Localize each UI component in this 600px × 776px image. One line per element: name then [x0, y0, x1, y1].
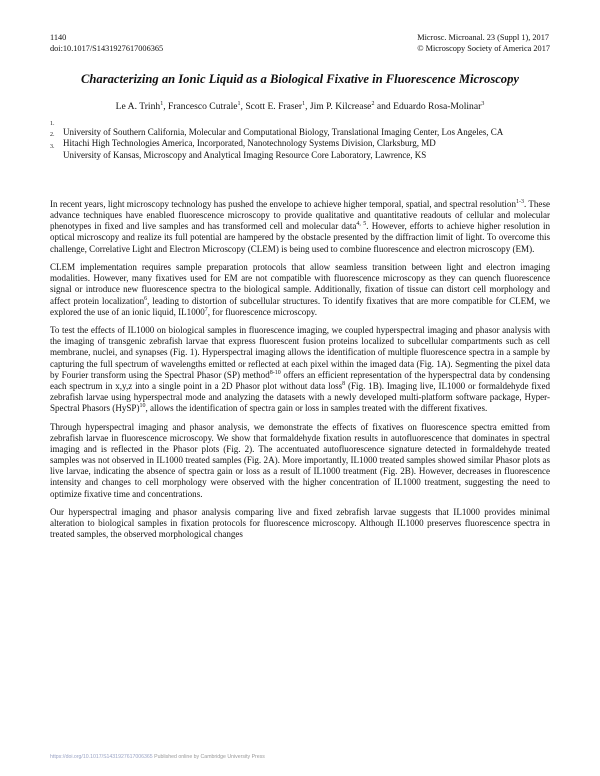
affiliation: 1. University of Southern California, Molecular and Computational Biology, Translational Imaging Center, Los Angeles, CA — [50, 121, 504, 137]
affiliation-list — [50, 121, 550, 161]
header-right — [417, 32, 550, 54]
paragraph-3: To test the effects of IL1000 on biological samples in fluorescence imaging, we coupled hyperspectral imaging and phasor analysis with the imaging of transgenic zebrafish larvae that express fluorescent fusion proteins localized to subcellular compartments such as cell membrane, nuclei, and synapses (Fig. 1). Hyperspectral imaging allows the identification of multiple fluorescence spectra in a sample by capturing the full spectrum of wavelengths emitted or reflected at each pixel within the imaged data (Fig. 1A). Segmenting the pixel data by Fourier transform using the Spectral Phasor (SP) method$^{8-10}$ offers an efficient representation of the hyperspectral data by condensing each spectrum in x,y,z into a single point in a 2D Phasor plot without data loss$^8$ (Fig. 1B). Imaging live, IL1000 or formaldehyde fixed zebrafish larvae using hyperspectral mode and analyzing the datasets with a newly developed multi-platform software package, Hyper-Spectral Phasors (HySP)$^{10}$, allows the identification of spectra gain or loss in samples treated with the different fixatives. — [50, 325, 550, 414]
page-number: 1140 — [50, 33, 67, 42]
paper-title: Characterizing an Ionic Liquid as a Biological Fixative in Fluorescence Microscopy — [81, 72, 519, 86]
journal-citation: Microsc. Microanal. 23 (Suppl 1), 2017 — [417, 33, 549, 42]
paragraph-5: Our hyperspectral imaging and phasor analysis comparing live and fixed zebrafish larvae suggests that IL1000 provides minimal alteration to biological samples in fixation protocols for fluorescence microscopy. Although IL1000 preserves fluorescence spectra in treated samples, the observed morphological changes — [50, 507, 550, 540]
author: Jim P. Kilcrease — [309, 101, 372, 112]
author: Eduardo Rosa-Molinar — [393, 101, 482, 112]
affiliation: 2. Hitachi High Technologies America, Incorporated, Nanotechnology Systems Division, Clarksburg, MD — [50, 132, 436, 149]
author: Francesco Cutrale — [168, 101, 238, 112]
paragraph-2: CLEM implementation requires sample preparation protocols that allow seamless transition between light and electron imaging modalities. However, many fixatives used for EM are not compatible with fluorescence microscopy as they can quench fluorescence signal or introduce new fluorescence spectra to the biological sample. Additionally, fixation of tissue can distort cell morphology and affect protein localization$^6$, leading to distortion of subcellular structures. To identify fixatives that are more compatible for CLEM, we explored the use of an ionic liquid, IL1000$^7$, for fluorescence microscopy. — [50, 262, 550, 317]
affiliation: 3. University of Kansas, Microscopy and Analytical Imaging Resource Core Laboratory, Lawrence, KS — [50, 143, 427, 160]
header-left — [50, 32, 163, 54]
author: Scott E. Fraser — [245, 101, 303, 112]
footer-text: Published online by Cambridge University Press — [152, 754, 265, 760]
page-footer — [50, 754, 265, 760]
doi: doi:10.1017/S1431927617006365 — [50, 44, 164, 53]
paragraph-4: Through hyperspectral imaging and phasor analysis, we demonstrate the effects of fixatives on fluorescence spectra emitted from zebrafish larvae in fluorescence microscopy. We show that formaldehyde fixation results in autofluorescence that dominates in spectral imaging and is reflected in the Phasor plots (Fig. 2). The accentuated autofluorescence signature detected in formaldehyde treated samples was not observed in IL1000 treated samples (Fig. 2A). More importantly, IL1000 treated samples showed similar Phasor plots as live larvae, indicating the absence of spectra gain or loss as a result of IL1000 treatment (Fig. 2B). However, decreases in fluorescence intensity and changes to cell morphology were observed with the higher concentration of IL1000 treatment, suggesting the need to optimize fixative time and concentrations. — [50, 421, 550, 499]
doi-link[interactable]: https://doi.org/10.1017/S1431927617006365 — [50, 754, 153, 760]
author: Le A. Trinh — [115, 101, 161, 112]
body-text — [50, 199, 550, 548]
author-list: Le A. Trinh$^1$, Francesco Cutrale$^1$, Scott E. Fraser$^1$, Jim P. Kilcrease$^2$ and Eduardo Rosa-Molinar$^3$ — [115, 100, 485, 112]
paragraph-1: In recent years, light microscopy technology has pushed the envelope to achieve higher temporal, spatial, and spectral resolution$^{1-3}$. These advance techniques have enabled fluorescence microscopy to provide qualitative and quantitative readouts of cellular and molecular phenotypes in fixed and live samples and has transformed cell and molecular data$^{4, 5}$. However, efforts to achieve higher resolution in optical microscopy and realize its full potential are hampered by the obstacle presented by the diffraction limit of light. To overcome this challenge, Correlative Light and Electron Microscopy (CLEM) is being used to combine fluorescence and electron microscopy (EM). — [50, 198, 551, 254]
copyright: © Microscopy Society of America 2017 — [417, 44, 550, 53]
